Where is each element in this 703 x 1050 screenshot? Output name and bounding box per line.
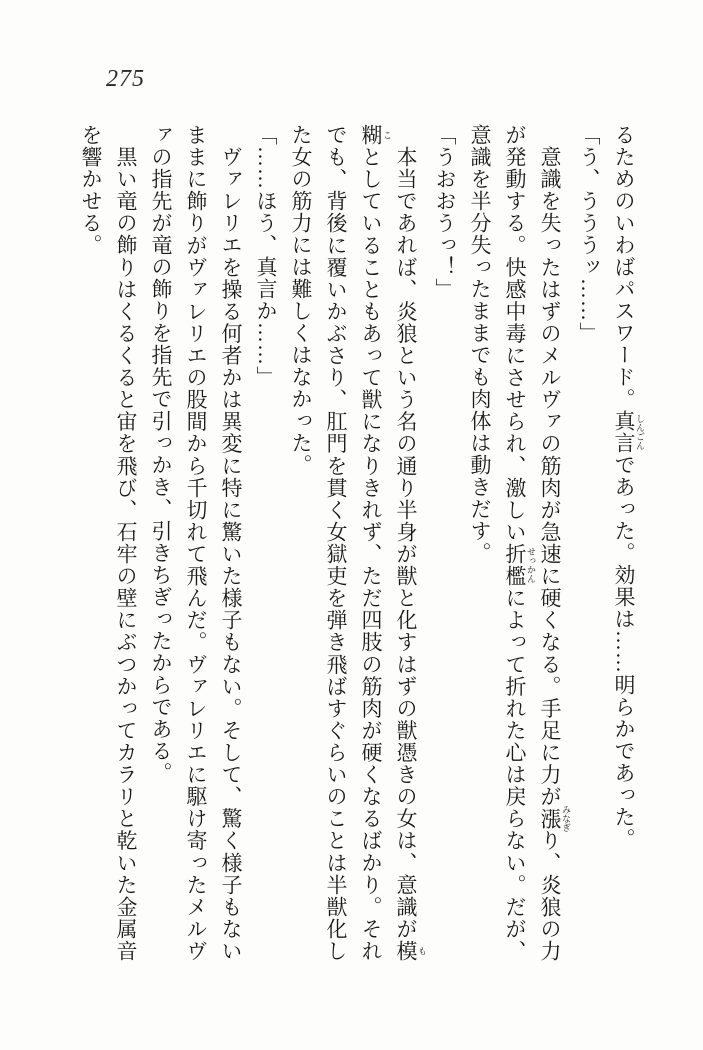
ruby-annotation: 糊 こ: [359, 124, 392, 147]
paragraph: 「う、うううッ……」: [577, 124, 601, 344]
paragraph: ヴァレリエを操る何者かは異変に特に驚いた様子もない。そして、驚く様子もないままに飾りがヴァレリエの股間から千切れて飛んだ。ヴァレリエに駆け寄ったメルヴァの指先が竜の飾りを指先で引っかき、引きちぎったからである。: [149, 124, 243, 962]
page-number: 275: [106, 66, 145, 92]
text-area: [67, 124, 645, 962]
ruby-annotation: 模 も: [394, 940, 427, 962]
paragraph: 「うおおうっ！」: [433, 124, 457, 300]
paragraph: 「……ほう、真言か……」: [254, 124, 278, 388]
paragraph: 本当であれば、炎狼という名の通り半身が獣と化すはずの獣憑きの女は、意識が模 も糊 ことしていることもあって獣になりきれず、ただ四肢の筋肉が硬くなるばかり。それでも、背後に覆いかぶさり、肛門を貫く女獄吏を弾き飛ばすぐらいのことは半獣化した女の筋力には難しくはなかった。: [289, 124, 427, 963]
paragraph: 黒い竜の飾りはくるくると宙を飛び、石牢の壁にぶつかってカラリと乾いた金属音を響かせる。: [79, 124, 138, 962]
paragraph: 意識を失ったはずのメルヴァの筋肉が急速に硬くなる。手足に力が漲 みなぎり、炎狼の力が発動する。快感中毒にさせられ、激しい折檻 せっかんによって折れた心は戻らない。だが、意識を半分失ったままでも肉体は動きだす。: [468, 124, 571, 963]
ruby-annotation: 漲 みなぎ: [538, 805, 571, 833]
paragraph: るためのいわばパスワード。真言 しんごんであった。効果は……明らかであった。: [612, 124, 645, 850]
ruby-annotation: 真言 しんごん: [612, 410, 645, 454]
ruby-annotation: 折檻 せっかん: [503, 543, 536, 588]
